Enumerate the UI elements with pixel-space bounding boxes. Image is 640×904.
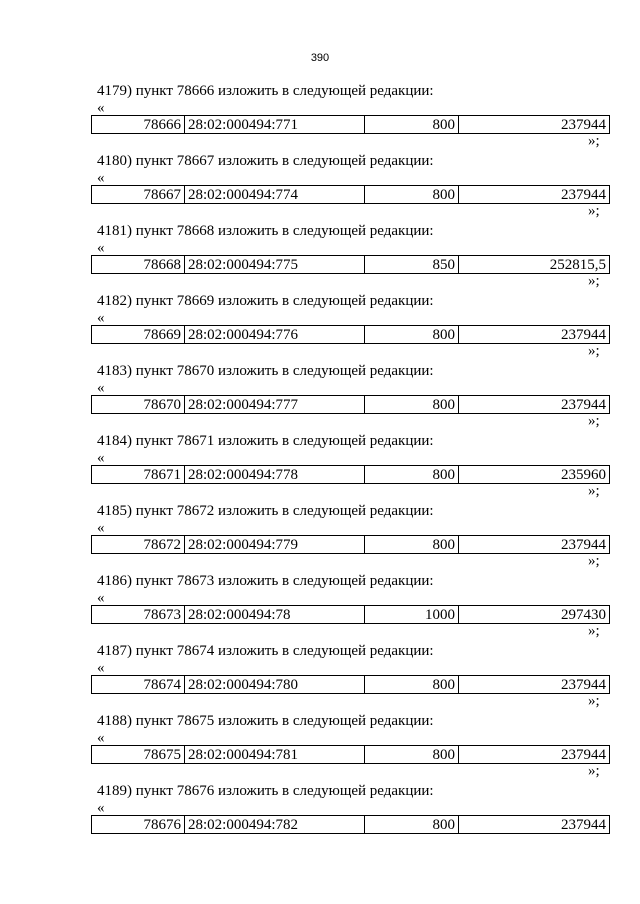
area-cell: 800 [365,326,459,344]
closing-quote: »; [588,553,600,569]
page-number: 390 [310,52,330,64]
value-cell: 235960 [459,466,610,484]
cadastral-number-cell: 28:02:000494:775 [185,256,365,274]
item-number-cell: 78670 [92,396,185,414]
value-cell: 237944 [459,116,610,134]
value-cell: 237944 [459,186,610,204]
amendment-entry [0,362,640,432]
table-row [92,396,610,414]
amendment-heading: 4182) пункт 78669 изложить в следующей редакции: [97,293,434,309]
area-cell: 800 [365,186,459,204]
amendment-table [91,465,610,484]
opening-quote: « [97,310,105,326]
amendment-entry [0,572,640,642]
item-number-cell: 78666 [92,116,185,134]
value-cell: 237944 [459,326,610,344]
amendment-heading: 4185) пункт 78672 изложить в следующей редакции: [97,503,434,519]
amendment-entry [0,82,640,152]
value-cell: 237944 [459,536,610,554]
table-row [92,746,610,764]
amendment-entry [0,152,640,222]
closing-quote: »; [588,623,600,639]
opening-quote: « [97,100,105,116]
item-number-cell: 78676 [92,816,185,834]
cadastral-number-cell: 28:02:000494:778 [185,466,365,484]
item-number-cell: 78673 [92,606,185,624]
item-number-cell: 78669 [92,326,185,344]
closing-quote: »; [588,133,600,149]
amendment-table [91,115,610,134]
amendment-table [91,815,610,834]
item-number-cell: 78672 [92,536,185,554]
value-cell: 237944 [459,396,610,414]
table-row [92,676,610,694]
opening-quote: « [97,380,105,396]
closing-quote: »; [588,483,600,499]
table-row [92,466,610,484]
amendment-table [91,395,610,414]
area-cell: 800 [365,536,459,554]
area-cell: 800 [365,116,459,134]
table-row [92,186,610,204]
item-number-cell: 78674 [92,676,185,694]
value-cell: 297430 [459,606,610,624]
amendment-heading: 4186) пункт 78673 изложить в следующей редакции: [97,573,434,589]
item-number-cell: 78671 [92,466,185,484]
opening-quote: « [97,170,105,186]
area-cell: 800 [365,466,459,484]
area-cell: 800 [365,746,459,764]
opening-quote: « [97,450,105,466]
area-cell: 800 [365,396,459,414]
table-row [92,816,610,834]
cadastral-number-cell: 28:02:000494:777 [185,396,365,414]
amendment-entry [0,502,640,572]
opening-quote: « [97,730,105,746]
value-cell: 252815,5 [459,256,610,274]
amendment-heading: 4181) пункт 78668 изложить в следующей редакции: [97,223,434,239]
amendment-heading: 4184) пункт 78671 изложить в следующей редакции: [97,433,434,449]
amendment-heading: 4187) пункт 78674 изложить в следующей редакции: [97,643,434,659]
closing-quote: »; [588,413,600,429]
area-cell: 800 [365,816,459,834]
amendment-heading: 4180) пункт 78667 изложить в следующей редакции: [97,153,434,169]
amendment-entry [0,292,640,362]
cadastral-number-cell: 28:02:000494:779 [185,536,365,554]
area-cell: 800 [365,676,459,694]
amendment-heading: 4189) пункт 78676 изложить в следующей редакции: [97,783,434,799]
amendment-table [91,605,610,624]
cadastral-number-cell: 28:02:000494:771 [185,116,365,134]
opening-quote: « [97,800,105,816]
cadastral-number-cell: 28:02:000494:782 [185,816,365,834]
amendment-entry [0,432,640,502]
value-cell: 237944 [459,746,610,764]
amendment-table [91,325,610,344]
table-row [92,326,610,344]
amendment-table [91,255,610,274]
amendment-table [91,185,610,204]
cadastral-number-cell: 28:02:000494:780 [185,676,365,694]
item-number-cell: 78675 [92,746,185,764]
value-cell: 237944 [459,816,610,834]
amendment-table [91,745,610,764]
closing-quote: »; [588,203,600,219]
amendment-entry [0,782,640,852]
amendment-entry [0,222,640,292]
item-number-cell: 78667 [92,186,185,204]
opening-quote: « [97,590,105,606]
amendment-heading: 4188) пункт 78675 изложить в следующей редакции: [97,713,434,729]
item-number-cell: 78668 [92,256,185,274]
amendment-entry [0,712,640,782]
amendment-table [91,535,610,554]
table-row [92,606,610,624]
area-cell: 1000 [365,606,459,624]
table-row [92,536,610,554]
opening-quote: « [97,660,105,676]
value-cell: 237944 [459,676,610,694]
closing-quote: »; [588,343,600,359]
cadastral-number-cell: 28:02:000494:781 [185,746,365,764]
table-row [92,256,610,274]
closing-quote: »; [588,693,600,709]
cadastral-number-cell: 28:02:000494:78 [185,606,365,624]
amendment-heading: 4179) пункт 78666 изложить в следующей редакции: [97,83,434,99]
table-row [92,116,610,134]
amendment-table [91,675,610,694]
opening-quote: « [97,240,105,256]
opening-quote: « [97,520,105,536]
closing-quote: »; [588,273,600,289]
cadastral-number-cell: 28:02:000494:776 [185,326,365,344]
amendment-heading: 4183) пункт 78670 изложить в следующей редакции: [97,363,434,379]
amendment-entry [0,642,640,712]
cadastral-number-cell: 28:02:000494:774 [185,186,365,204]
area-cell: 850 [365,256,459,274]
closing-quote: »; [588,763,600,779]
